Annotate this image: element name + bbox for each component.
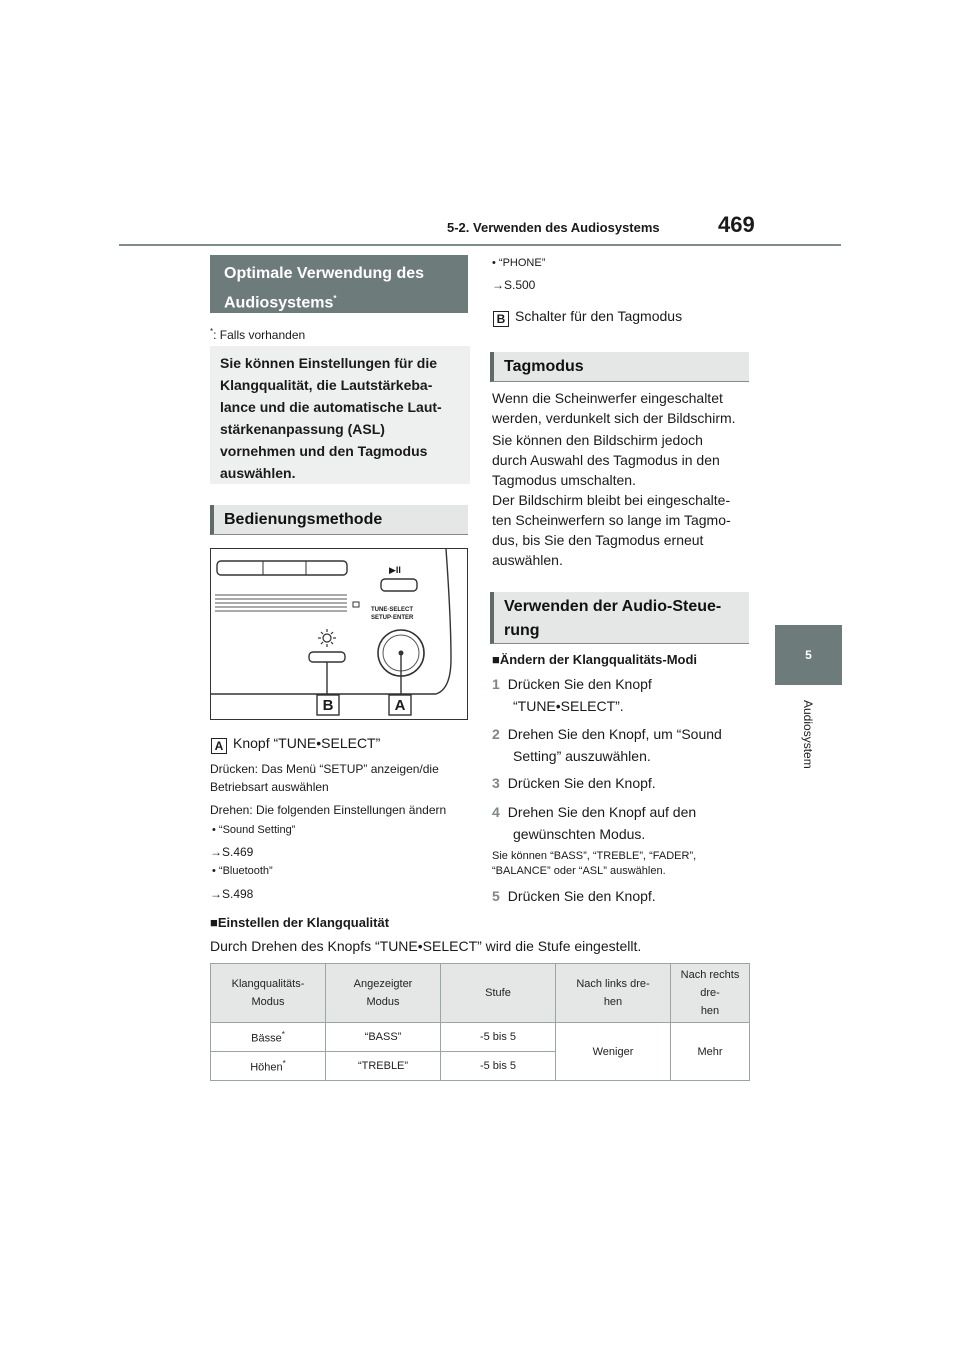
item-a: A Knopf “TUNE•SELECT” [211, 733, 380, 754]
intro-box [210, 346, 470, 484]
table-header: Nach links dre- hen [556, 964, 671, 1023]
heading-audio-control: Verwenden der Audio-Steue- rung [490, 592, 749, 644]
bullet-bluetooth: • “Bluetooth” [212, 865, 273, 877]
header-divider [119, 244, 841, 246]
callout-b: B [322, 697, 334, 714]
intro-line: Klangqualität, die Lautstärkeba- [220, 377, 433, 393]
table-header: Stufe [441, 964, 556, 1023]
heading-operation-method: Bedienungsmethode [210, 505, 468, 535]
table-row [211, 1023, 750, 1052]
ref-link[interactable]: →S.498 [210, 887, 254, 901]
heading-day-mode: Tagmodus [490, 352, 749, 382]
day-mode-paragraph: Wenn die Scheinwerfer eingeschaltet werden, verdunkelt sich der Bildschirm. [492, 390, 736, 426]
day-mode-paragraph: Der Bildschirm bleibt bei eingeschalte- ten Scheinwerfern so lange im Tagmo- dus, bis Sie den Tagmodus erneut auswählen. [492, 492, 731, 568]
callout-a: A [394, 697, 406, 714]
table-cell: “TREBLE” [326, 1052, 441, 1081]
badge-a: A [211, 738, 227, 754]
intro-line: Sie können Einstellungen für die [220, 355, 438, 371]
step: 1 Drücken Sie den Knopf “TUNE•SELECT”. [492, 676, 652, 714]
badge-b: B [493, 311, 509, 327]
table-header: Nach rechts dre- hen [671, 964, 750, 1023]
ref-link[interactable]: →S.469 [210, 845, 254, 859]
sound-quality-table [210, 963, 750, 1081]
ref-link[interactable]: →S.500 [492, 278, 536, 292]
table-header: Klangqualitäts- Modus [211, 964, 326, 1023]
bullet-sound-setting: • “Sound Setting” [212, 824, 296, 836]
sound-quality-heading: ■Einstellen der Klangqualität [210, 915, 390, 930]
intro-line: lance und die automatische Laut- [220, 399, 442, 415]
table-cell: Weniger [556, 1023, 671, 1081]
sound-quality-text: Durch Drehen des Knopfs “TUNE•SELECT” wird die Stufe eingestellt. [210, 938, 642, 954]
table-header: Angezeigter Modus [326, 964, 441, 1023]
table-cell: -5 bis 5 [441, 1052, 556, 1081]
page-number: 469 [718, 212, 755, 237]
knob-label-setup-enter: SETUP·ENTER [371, 615, 414, 621]
turn-description: Drehen: Die folgenden Einstellungen ändern [210, 803, 447, 817]
intro-line: vornehmen und den Tagmodus [220, 443, 428, 459]
chapter-tab[interactable] [775, 625, 842, 685]
knob-label-tune-select: TUNE·SELECT [371, 607, 413, 613]
heading-line: Optimale Verwendung des [224, 265, 425, 282]
step: 3 Drücken Sie den Knopf. [492, 775, 656, 791]
change-modes-heading: ■Ändern der Klangqualitäts-Modi [492, 652, 698, 667]
section-title: 5-2. Verwenden des Audiosystems [447, 220, 660, 235]
play-pause-icon: ▶II [389, 565, 401, 575]
modes-note: Sie können “BASS”, “TREBLE”, “FADER”, “BALANCE” oder “ASL” auswählen. [492, 850, 697, 877]
table-cell: Mehr [671, 1023, 750, 1081]
table-cell: “BASS” [326, 1023, 441, 1052]
day-mode-paragraph: Sie können den Bildschirm jedoch durch Auswahl des Tagmodus in den Tagmodus umschalten. [492, 432, 720, 488]
table-cell: Bässe* [211, 1023, 326, 1052]
step: 5 Drücken Sie den Knopf. [492, 888, 656, 904]
chapter-tab-number: 5 [805, 648, 812, 662]
heading-optimal-use [210, 255, 468, 313]
bullet-phone: • “PHONE” [492, 257, 546, 269]
table-cell: -5 bis 5 [441, 1023, 556, 1052]
audio-panel-drawing [211, 549, 467, 719]
press-description: Drücken: Das Menü “SETUP” anzeigen/die Betriebsart auswählen [210, 762, 439, 794]
step: 2 Drehen Sie den Knopf, um “Sound Setting” auszuwählen. [492, 726, 722, 764]
intro-line: auswählen. [220, 465, 296, 481]
chapter-tab-label: Audiosystem [801, 700, 815, 769]
heading-line: Audiosystems* [224, 294, 337, 312]
audio-panel-figure [210, 548, 468, 720]
footnote: *: Falls vorhanden [210, 327, 306, 342]
table-cell: Höhen* [211, 1052, 326, 1081]
item-b: B Schalter für den Tagmodus [493, 306, 682, 327]
step: 4 Drehen Sie den Knopf auf den gewünschten Modus. [492, 804, 697, 842]
table-header-row [211, 964, 750, 1023]
intro-line: stärkenanpassung (ASL) [220, 421, 385, 437]
